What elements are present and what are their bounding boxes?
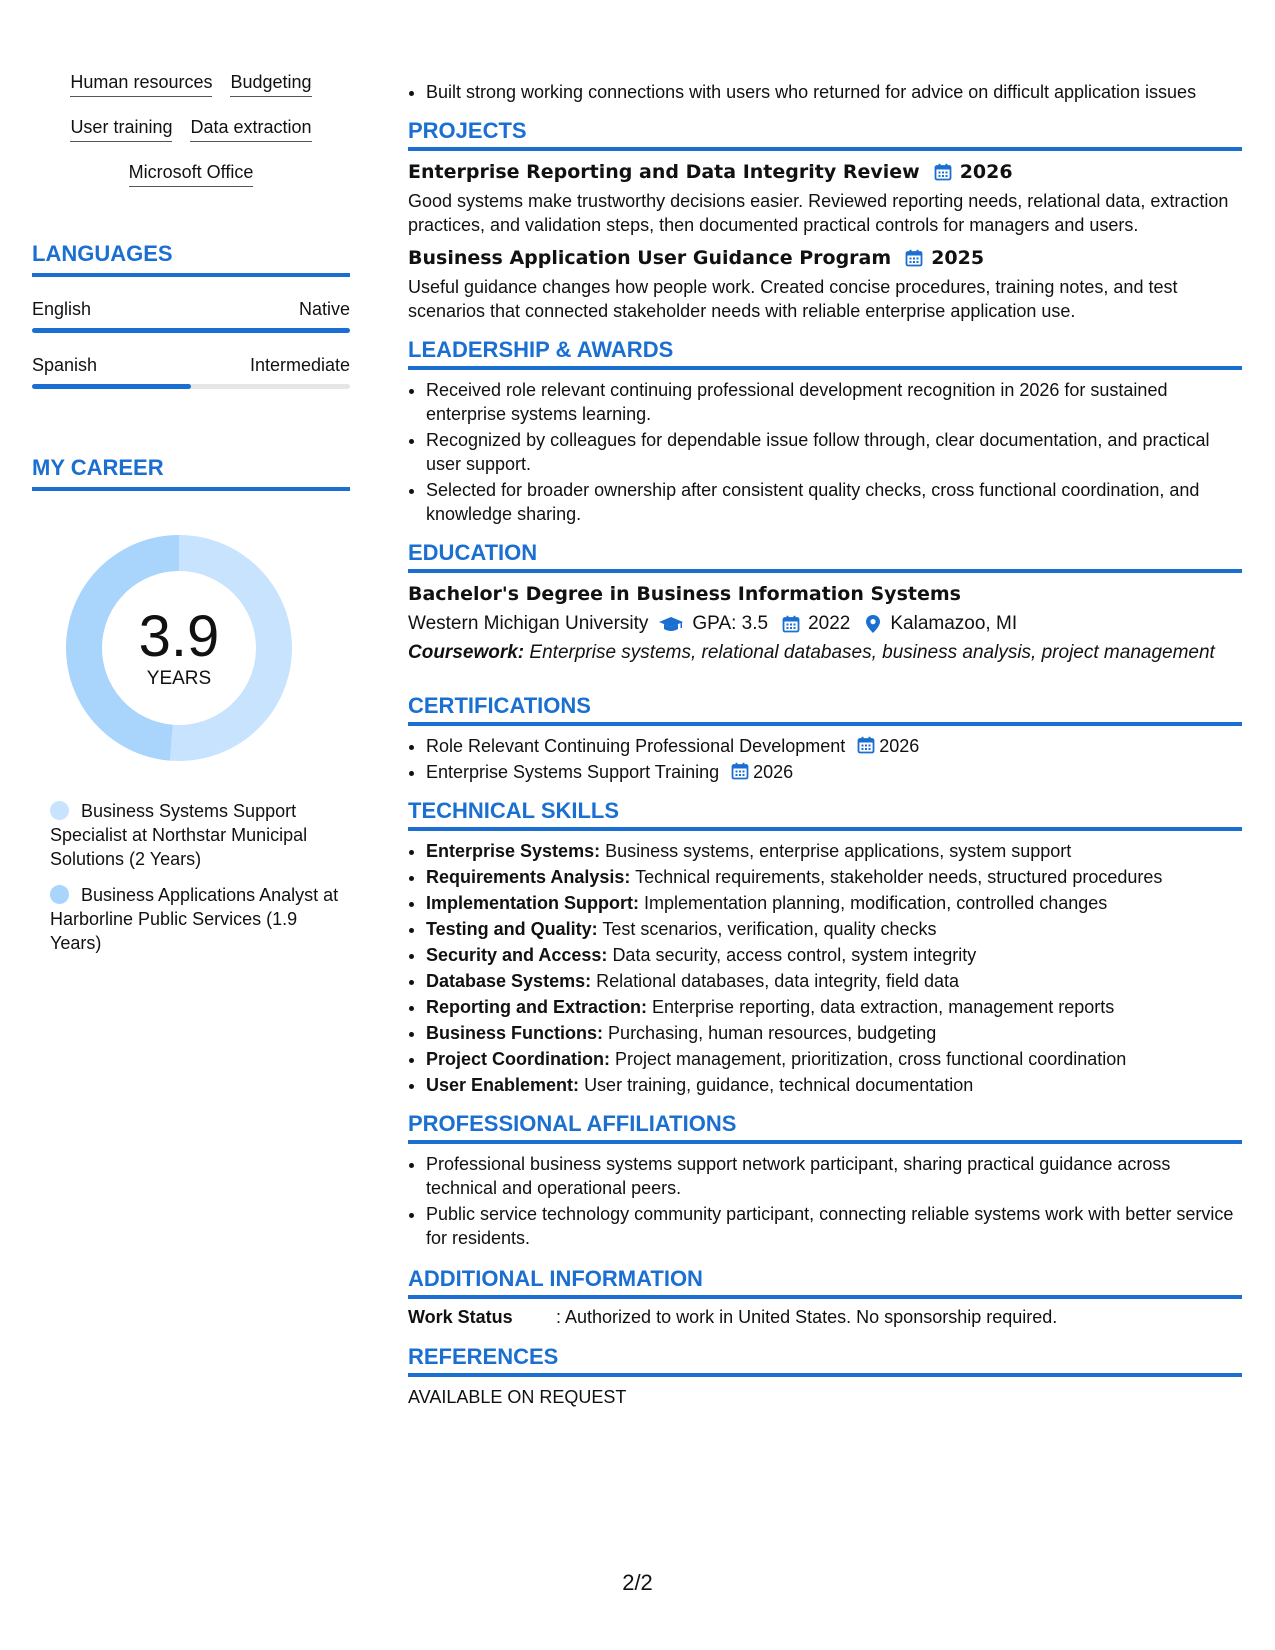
career-total-value: 3.9 [138, 604, 220, 669]
list-item: • Selected for broader ownership after consistent quality checks, cross functional coordination, and knowledge sharing. [426, 478, 1242, 526]
language-bar-fill [32, 328, 350, 333]
certifications-title: CERTIFICATIONS [408, 693, 1242, 726]
coursework [408, 641, 1242, 665]
language-item [32, 299, 350, 333]
list-item [426, 734, 1242, 758]
certification-year: 2026 [753, 762, 794, 782]
location: Kalamazoo, MI [890, 613, 1018, 634]
project-year: 2026 [959, 161, 1013, 183]
list-item: • Built strong working connections with users who returned for advice on difficult application issues [426, 80, 1242, 104]
language-level: Intermediate [249, 355, 350, 375]
leadership-list [408, 378, 1242, 526]
language-name: Spanish [32, 355, 98, 375]
education-title: EDUCATION [408, 540, 1242, 573]
leadership-title: LEADERSHIP & AWARDS [408, 337, 1242, 370]
leadership-section [408, 337, 1242, 526]
list-item: • Project Coordination: Project management, prioritization, cross functional coordination [426, 1047, 1242, 1071]
legend-dot [50, 885, 69, 904]
list-item: • User Enablement: User training, guidance, technical documentation [426, 1073, 1242, 1097]
calendar-icon [905, 249, 923, 267]
skill-tag: Data extraction [190, 115, 311, 142]
list-item [426, 760, 1242, 784]
career-legend [32, 799, 350, 955]
work-status-value: : Authorized to work in United States. No sponsorship required. [556, 1307, 1058, 1327]
right-column [408, 70, 1242, 1408]
technical-skills-title: TECHNICAL SKILLS [408, 798, 1242, 831]
graduation-year: 2022 [808, 613, 851, 634]
project-item [408, 247, 1242, 323]
projects-section [408, 118, 1242, 323]
calendar-icon [731, 762, 749, 780]
career-item-text: Business Applications Analyst at Harborline Public Services (1.9 Years) [50, 885, 339, 953]
list-item: • Security and Access: Data security, access control, system integrity [426, 943, 1242, 967]
work-status-label: Work Status [408, 1307, 513, 1327]
education-section [408, 540, 1242, 665]
additional-section [408, 1266, 1242, 1328]
certification-name: Enterprise Systems Support Training [426, 762, 720, 782]
school: Western Michigan University [408, 613, 649, 634]
graduation-cap-icon [658, 615, 684, 633]
certification-name: Role Relevant Continuing Professional Development [426, 736, 846, 756]
project-name: Enterprise Reporting and Data Integrity Review [408, 161, 920, 183]
project-year: 2025 [931, 247, 985, 269]
location-pin-icon [864, 614, 882, 634]
languages-title: LANGUAGES [32, 241, 350, 277]
calendar-icon [782, 615, 800, 633]
project-name: Business Application User Guidance Program [408, 247, 892, 269]
project-description: Useful guidance changes how people work. Created concise procedures, training notes, and test scenarios that connected stakeholder needs with reliable enterprise application use. [408, 277, 1178, 321]
skill-tag: Microsoft Office [129, 160, 254, 187]
references-title: REFERENCES [408, 1344, 1242, 1377]
language-bar [32, 328, 350, 333]
language-level: Native [298, 299, 350, 319]
certifications-list [408, 734, 1242, 784]
legend-dot [50, 801, 69, 820]
career-title: MY CAREER [32, 455, 350, 491]
affiliations-list [408, 1152, 1242, 1250]
skills-tags [32, 70, 350, 201]
skill-tag: User training [70, 115, 172, 142]
affiliations-section [408, 1111, 1242, 1250]
calendar-icon [934, 163, 952, 181]
languages-section [32, 241, 350, 389]
coursework-text: Enterprise systems, relational databases, business analysis, project management [529, 642, 1215, 663]
page-number: 2/2 [622, 1570, 653, 1595]
list-item: • Received role relevant continuing professional development recognition in 2026 for sustained enterprise systems learning. [426, 378, 1242, 426]
list-item: • Reporting and Extraction: Enterprise reporting, data extraction, management reports [426, 995, 1242, 1019]
career-donut [64, 533, 294, 763]
list-item: • Implementation Support: Implementation planning, modification, controlled changes [426, 891, 1242, 915]
list-item: • Business Functions: Purchasing, human resources, budgeting [426, 1021, 1242, 1045]
degree: Bachelor's Degree in Business Information Systems [408, 583, 961, 605]
projects-title: PROJECTS [408, 118, 1242, 151]
affiliations-title: PROFESSIONAL AFFILIATIONS [408, 1111, 1242, 1144]
references-text: AVAILABLE ON REQUEST [408, 1387, 627, 1407]
skill-tag: Budgeting [230, 70, 311, 97]
list-item: • Testing and Quality: Test scenarios, verification, quality checks [426, 917, 1242, 941]
project-description: Good systems make trustworthy decisions easier. Reviewed reporting needs, relational data, extraction practices, and validation steps, then documented practical controls for managers and users. [408, 191, 1229, 235]
left-column [32, 70, 350, 967]
language-bar [32, 384, 350, 389]
calendar-icon [857, 736, 875, 754]
skill-tag: Human resources [70, 70, 212, 97]
language-item [32, 355, 350, 389]
career-legend-item [50, 883, 350, 955]
list-item: • Recognized by colleagues for dependable issue follow through, clear documentation, and practical user support. [426, 428, 1242, 476]
language-name: English [32, 299, 92, 319]
career-item-text: Business Systems Support Specialist at Northstar Municipal Solutions (2 Years) [50, 801, 308, 869]
career-total-unit: YEARS [146, 668, 212, 689]
technical-skills-list [408, 839, 1242, 1097]
list-item: • Professional business systems support network participant, sharing practical guidance across technical and operational peers. [426, 1152, 1242, 1200]
references-section [408, 1344, 1242, 1408]
additional-title: ADDITIONAL INFORMATION [408, 1266, 1242, 1299]
list-item: • Database Systems: Relational databases, data integrity, field data [426, 969, 1242, 993]
project-item [408, 161, 1242, 237]
coursework-label: Coursework: [408, 642, 525, 663]
list-item: • Public service technology community participant, connecting reliable systems work with better service for residents. [426, 1202, 1242, 1250]
list-item: • Enterprise Systems: Business systems, enterprise applications, system support [426, 839, 1242, 863]
career-section [32, 455, 350, 955]
list-item: • Requirements Analysis: Technical requirements, stakeholder needs, structured procedures [426, 865, 1242, 889]
certifications-section [408, 693, 1242, 784]
certification-year: 2026 [879, 736, 920, 756]
gpa: GPA: 3.5 [692, 613, 769, 634]
career-legend-item [50, 799, 350, 871]
language-bar-fill [32, 384, 191, 389]
experience-tail-list [408, 80, 1242, 104]
technical-skills-section [408, 798, 1242, 1097]
